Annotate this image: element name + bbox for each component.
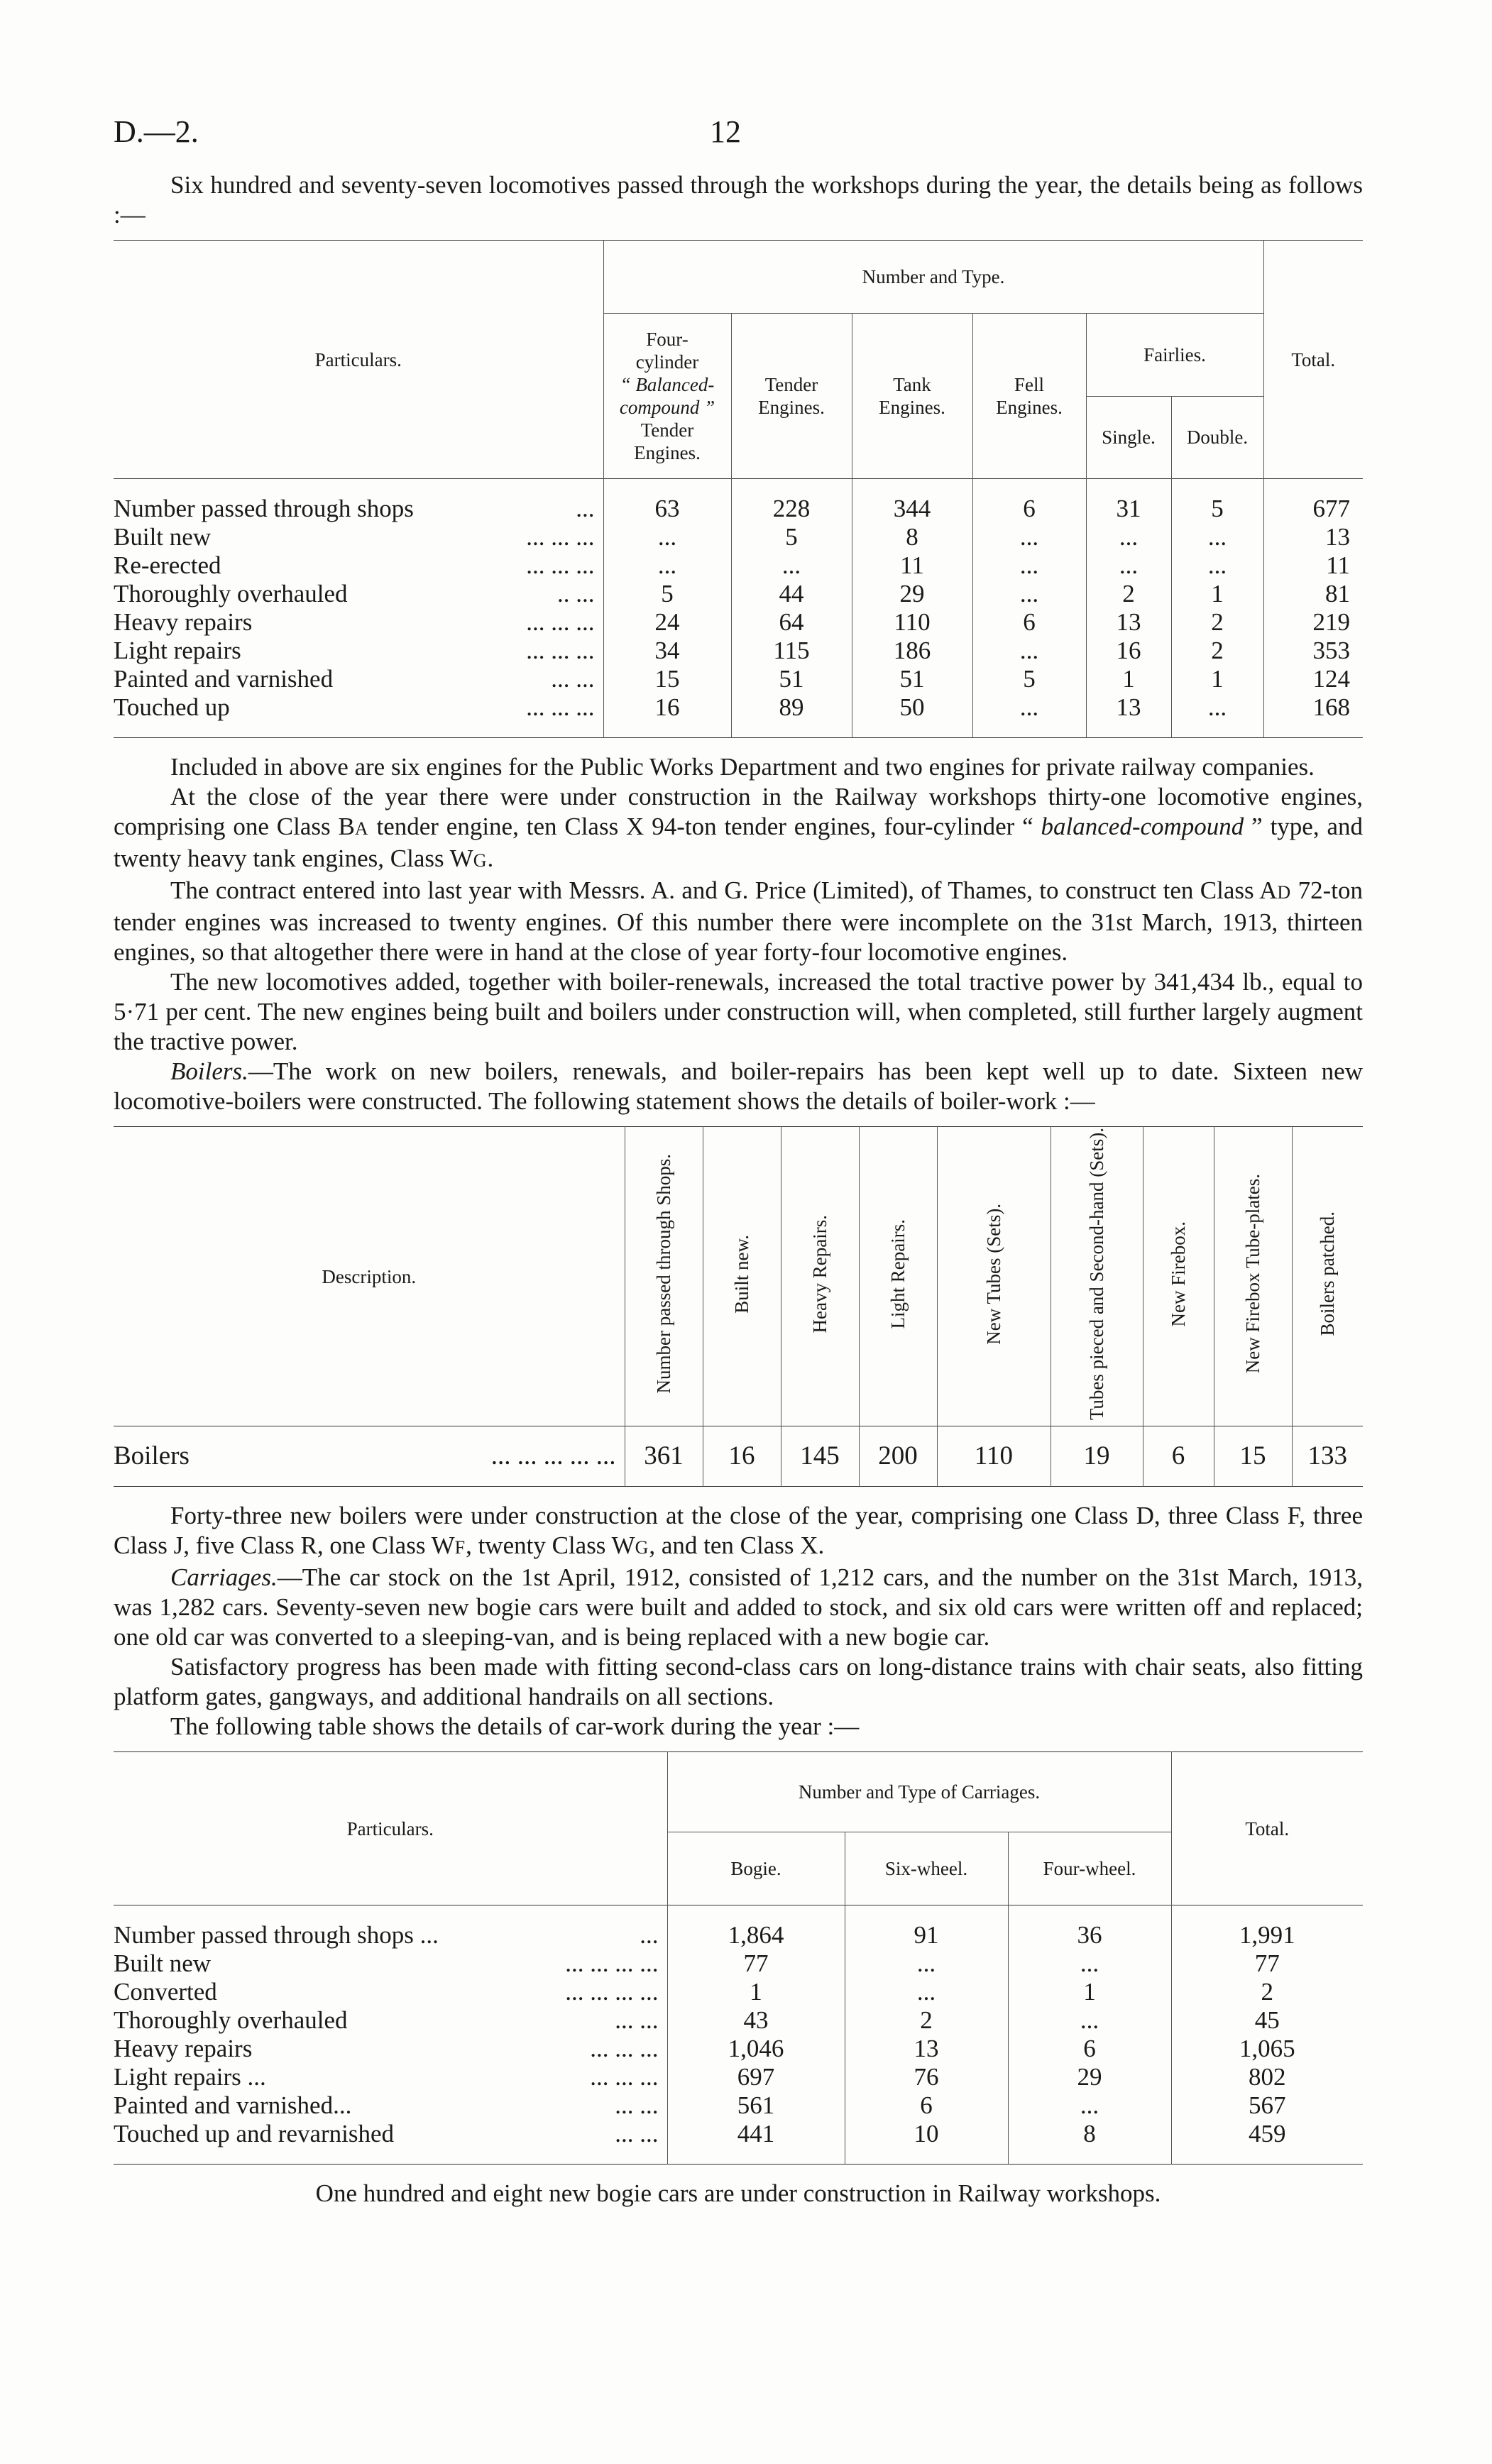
table-cell: 6 xyxy=(1008,2035,1171,2063)
spacer-cell xyxy=(859,1426,937,1443)
table-cell: 15 xyxy=(603,665,731,693)
table-cell: 2 xyxy=(1171,637,1263,665)
locomotive-table xyxy=(114,240,1363,738)
table-row xyxy=(114,580,1363,608)
table-cell: 77 xyxy=(667,1949,845,1978)
table-cell: 5 xyxy=(972,665,1086,693)
four-wheel-header: Four-wheel. xyxy=(1008,1832,1171,1905)
para-boilers-text: —The work on new boilers, renewals, and boiler-repairs has been kept well up to date. Sixteen new locomotive-boilers were constructed. The following statement shows the details of boiler-work :— xyxy=(114,1057,1363,1115)
para-contract xyxy=(114,876,1363,967)
table-cell: 6 xyxy=(1143,1442,1214,1470)
page-number: 12 xyxy=(710,114,741,149)
table-row xyxy=(114,1442,1363,1470)
table-cell: 77 xyxy=(1171,1949,1363,1978)
double-header: Double. xyxy=(1171,396,1263,479)
row-dots: ... ... ... xyxy=(590,2063,659,2091)
table-cell: ... xyxy=(731,551,852,580)
tender-line2: Engines. xyxy=(758,397,825,418)
row-dots: ... ... xyxy=(615,2120,659,2148)
spacer-cell xyxy=(667,2148,845,2165)
table-cell: 63 xyxy=(603,495,731,523)
spacer-cell xyxy=(1263,722,1363,738)
spacer-cell xyxy=(114,1470,468,1487)
spacer-cell xyxy=(625,1470,703,1487)
table-cell: 168 xyxy=(1263,693,1363,722)
table-cell: 8 xyxy=(852,523,972,551)
fourcyl-line6: Engines. xyxy=(634,442,701,463)
row-label: Thoroughly overhauled xyxy=(114,2006,348,2035)
boiler-column-header xyxy=(703,1127,781,1426)
table-cell: 81 xyxy=(1263,580,1363,608)
boiler-column-header-text: Number passed through Shops. xyxy=(653,1154,674,1394)
table-cell: ... xyxy=(1171,551,1263,580)
table-cell: 43 xyxy=(667,2006,845,2035)
row-dots: ... ... xyxy=(615,2091,659,2120)
table-cell: 567 xyxy=(1171,2091,1363,2120)
para-under-construction-d: . xyxy=(487,845,494,872)
table-cell: 6 xyxy=(845,2091,1008,2120)
description-header: Description. xyxy=(322,1265,417,1287)
spacer-cell xyxy=(603,722,731,738)
table-row xyxy=(114,608,1363,637)
tank-line1: Tank xyxy=(893,374,931,395)
table-cell: 361 xyxy=(625,1442,703,1470)
para-carriages-text: —The car stock on the 1st April, 1912, consisted of 1,212 cars, and the number on the 31st March, 1913, was 1,282 cars. Seventy-seven new bogie cars were built and added to stock, and six old cars were written off and replaced; one old car was converted to a sleeping-van, and is being replaced with a new bogie car. xyxy=(114,1563,1363,1651)
row-dots: ... ... ... xyxy=(590,2035,659,2063)
table-cell: 31 xyxy=(1086,495,1171,523)
spacer-cell xyxy=(1008,2148,1171,2165)
para-under-construction-b: tender engine, ten Class X 94-ton tender engines, four-cylinder “ xyxy=(368,813,1041,840)
spacer-cell xyxy=(781,1426,859,1443)
table-cell: 200 xyxy=(859,1442,937,1470)
table-cell: 1 xyxy=(1008,1978,1171,2006)
boiler-column-header-text: Light Repairs. xyxy=(887,1219,909,1329)
para-new-boilers-a: Forty-three new boilers were under construction at the close of the year, comprising one Class D, three Class F, three Class J, five Class R, one Class W xyxy=(114,1502,1363,1560)
row-dots: ... ... xyxy=(615,2006,659,2035)
fairlies-header: Fairlies. xyxy=(1086,314,1263,397)
para-included: Included in above are six engines for the Public Works Department and two engines for private railway companies. xyxy=(170,753,1315,781)
table-cell: 16 xyxy=(703,1442,781,1470)
number-and-type-header: Number and Type. xyxy=(603,241,1263,314)
table-cell: 228 xyxy=(731,495,852,523)
particulars-header: Particulars. xyxy=(314,348,402,370)
fourcyl-line3: “ Balanced- xyxy=(620,374,715,395)
para-following-table: The following table shows the details of car-work during the year :— xyxy=(170,1712,860,1741)
table-cell: 13 xyxy=(845,2035,1008,2063)
row-dots: ... xyxy=(576,495,595,522)
tender-header xyxy=(731,314,852,479)
table-cell: ... xyxy=(972,637,1086,665)
boiler-column-header-text: Tubes pieced and Second-hand (Sets). xyxy=(1086,1128,1107,1421)
carriages-heading: Carriages. xyxy=(170,1563,278,1592)
table-cell: 1 xyxy=(667,1978,845,2006)
spacer-cell xyxy=(1292,1426,1363,1443)
row-label: Built new xyxy=(114,523,212,551)
spacer-cell xyxy=(972,722,1086,738)
spacer-cell xyxy=(114,2148,497,2165)
table-cell: 145 xyxy=(781,1442,859,1470)
tank-header xyxy=(852,314,972,479)
fell-line1: Fell xyxy=(1014,374,1044,395)
table-cell: ... xyxy=(845,1978,1008,2006)
para-under-construction-c: ” type, and twenty heavy tank engines, Class W xyxy=(114,813,1363,872)
spacer-cell xyxy=(852,722,972,738)
table-cell: ... xyxy=(1008,1949,1171,1978)
table-cell: 697 xyxy=(667,2063,845,2091)
page-header xyxy=(114,106,1363,170)
table-cell: 219 xyxy=(1263,608,1363,637)
table-cell: 89 xyxy=(731,693,852,722)
spacer-cell xyxy=(1051,1470,1143,1487)
carriage-group-header: Number and Type of Carriages. xyxy=(667,1752,1171,1832)
table-cell: 1 xyxy=(1086,665,1171,693)
row-dots: ... ... ... xyxy=(526,637,595,664)
boiler-table-body xyxy=(114,1426,1363,1487)
carriage-particulars-header: Particulars. xyxy=(346,1817,434,1839)
boiler-column-header-text: Built new. xyxy=(731,1234,752,1314)
row-label: Number passed through shops xyxy=(114,495,414,522)
row-label: Thoroughly overhauled xyxy=(114,580,348,607)
table-row xyxy=(114,637,1363,665)
para-tractive-power: The new locomotives added, together with boiler-renewals, increased the total tractive power by 341,434 lb., equal to 5·71 per cent. The new engines being built and boilers under construction will, when completed, still further largely augment the tractive power. xyxy=(114,968,1363,1055)
table-cell: 13 xyxy=(1086,693,1171,722)
document-reference: D.—2. xyxy=(114,114,199,149)
para-carriages xyxy=(114,1563,1363,1652)
table-end-row xyxy=(114,1470,1363,1487)
spacer-cell xyxy=(1143,1426,1214,1443)
table-row xyxy=(114,1921,1363,1949)
table-row xyxy=(114,665,1363,693)
spacer-cell xyxy=(1171,2148,1363,2165)
row-dots: ... ... ... ... xyxy=(565,1978,659,2006)
spacer-cell xyxy=(1143,1470,1214,1487)
carriage-table xyxy=(114,1751,1363,2165)
six-wheel-header: Six-wheel. xyxy=(845,1832,1008,1905)
table-cell: 2 xyxy=(1171,608,1263,637)
spacer-cell xyxy=(1214,1470,1292,1487)
table-cell: 76 xyxy=(845,2063,1008,2091)
fourcyl-line2: cylinder xyxy=(635,351,699,373)
fourcyl-line1: Four- xyxy=(646,329,689,350)
boiler-column-header xyxy=(1292,1127,1363,1426)
spacer-cell xyxy=(1171,722,1263,738)
bogie-header: Bogie. xyxy=(667,1832,845,1905)
table-cell: 36 xyxy=(1008,1921,1171,1949)
spacer-cell xyxy=(703,1426,781,1443)
para-under-construction-a: At the close of the year there were under construction in the Railway workshops thirty-one locomotive engines, comprising one Class B xyxy=(114,783,1363,840)
row-dots: ... ... ... ... ... xyxy=(490,1441,616,1471)
table-cell: 24 xyxy=(603,608,731,637)
table-cell: 16 xyxy=(603,693,731,722)
table-cell: 115 xyxy=(731,637,852,665)
table-cell: 29 xyxy=(852,580,972,608)
table-cell: 8 xyxy=(1008,2120,1171,2148)
spacer-cell xyxy=(114,722,447,738)
row-label: Converted xyxy=(114,1978,217,2006)
para-progress: Satisfactory progress has been made with fitting second-class cars on long-distance trains with chair seats, also fitting platform gates, gangways, and additional handrails on all sections. xyxy=(114,1653,1363,1711)
carriage-total-header: Total. xyxy=(1171,1752,1363,1905)
table-cell: 2 xyxy=(1171,1978,1363,2006)
boiler-column-header xyxy=(937,1127,1051,1426)
boilers-heading: Boilers. xyxy=(170,1057,248,1085)
table-cell: 13 xyxy=(1263,523,1363,551)
boiler-column-header-text: New Tubes (Sets). xyxy=(983,1203,1004,1345)
spacer-cell xyxy=(1086,722,1171,738)
boiler-column-header xyxy=(1143,1127,1214,1426)
table-row xyxy=(114,2120,1363,2148)
table-row xyxy=(114,2035,1363,2063)
table-cell: 6 xyxy=(972,495,1086,523)
boiler-column-header-text: New Firebox Tube-plates. xyxy=(1242,1174,1263,1374)
row-dots: .. ... xyxy=(557,580,595,607)
row-label: Painted and varnished xyxy=(114,665,334,693)
table-cell: 802 xyxy=(1171,2063,1363,2091)
para-new-boilers xyxy=(114,1501,1363,1563)
fourcyl-line5: Tender xyxy=(640,419,694,441)
table-cell: ... xyxy=(603,523,731,551)
table-cell: 64 xyxy=(731,608,852,637)
table-cell: 16 xyxy=(1086,637,1171,665)
table-cell: ... xyxy=(1171,693,1263,722)
table-cell: ... xyxy=(603,551,731,580)
table-cell: ... xyxy=(972,580,1086,608)
row-label: Built new xyxy=(114,1949,212,1978)
class-ba-suffix: A xyxy=(354,818,369,839)
class-wf-suffix: F xyxy=(454,1537,466,1558)
spacer-cell xyxy=(447,722,603,738)
table-cell: 2 xyxy=(1086,580,1171,608)
table-row xyxy=(114,1978,1363,2006)
row-dots: ... xyxy=(640,1921,659,1949)
row-dots: ... ... ... xyxy=(526,693,595,721)
boiler-table xyxy=(114,1126,1363,1487)
spacer-cell xyxy=(1292,1470,1363,1487)
locomotive-table-body xyxy=(114,479,1363,738)
table-cell: ... xyxy=(972,693,1086,722)
document-page xyxy=(114,106,1363,2209)
table-cell: 44 xyxy=(731,580,852,608)
spacer-cell xyxy=(625,1426,703,1443)
row-label: Touched up xyxy=(114,693,230,721)
table-cell: 441 xyxy=(667,2120,845,2148)
fourcyl-line4: compound ” xyxy=(619,397,715,418)
row-label: Light repairs ... xyxy=(114,2063,266,2091)
table-cell: 110 xyxy=(937,1442,1051,1470)
table-cell: 1,991 xyxy=(1171,1921,1363,1949)
row-label: Heavy repairs xyxy=(114,2035,253,2063)
closing-sentence: One hundred and eight new bogie cars are under construction in Railway workshops. xyxy=(315,2179,1161,2208)
balanced-compound-italic: balanced-compound xyxy=(1041,813,1244,840)
table-cell: 353 xyxy=(1263,637,1363,665)
spacer-cell xyxy=(937,1470,1051,1487)
spacer-cell xyxy=(937,1426,1051,1443)
table-cell: ... xyxy=(1008,2091,1171,2120)
table-row xyxy=(114,551,1363,580)
boiler-column-header xyxy=(781,1127,859,1426)
para-under-construction xyxy=(114,782,1363,876)
table-cell: 133 xyxy=(1292,1442,1363,1470)
boiler-column-header-text: Heavy Repairs. xyxy=(809,1214,830,1333)
spacer-cell xyxy=(703,1470,781,1487)
table-cell: 1,864 xyxy=(667,1921,845,1949)
table-cell: 6 xyxy=(972,608,1086,637)
row-label: Boilers xyxy=(114,1441,190,1471)
row-label: Painted and varnished... xyxy=(114,2091,352,2120)
row-label: Heavy repairs xyxy=(114,608,253,636)
row-label: Re-erected xyxy=(114,551,221,579)
table-row xyxy=(114,2006,1363,2035)
row-dots: ... ... xyxy=(551,665,595,693)
boiler-column-header-text: New Firebox. xyxy=(1168,1221,1189,1327)
table-cell: 2 xyxy=(845,2006,1008,2035)
spacer-cell xyxy=(731,722,852,738)
table-row xyxy=(114,495,1363,523)
class-ad-suffix: D xyxy=(1277,882,1292,903)
table-cell: ... xyxy=(972,551,1086,580)
table-cell: ... xyxy=(1086,551,1171,580)
table-row xyxy=(114,2091,1363,2120)
row-dots: ... ... ... xyxy=(526,551,595,579)
table-cell: 19 xyxy=(1051,1442,1143,1470)
table-cell: ... xyxy=(845,1949,1008,1978)
table-end-row xyxy=(114,2148,1363,2165)
table-row xyxy=(114,693,1363,722)
para-new-boilers-b: , twenty Class W xyxy=(466,1531,635,1560)
table-cell: 45 xyxy=(1171,2006,1363,2035)
spacer-cell xyxy=(1214,1426,1292,1443)
fell-line2: Engines. xyxy=(996,397,1063,418)
boiler-column-header xyxy=(625,1127,703,1426)
table-cell: 110 xyxy=(852,608,972,637)
spacer-cell xyxy=(781,1470,859,1487)
total-header: Total. xyxy=(1263,241,1363,479)
table-cell: 5 xyxy=(603,580,731,608)
table-row xyxy=(114,2063,1363,2091)
table-cell: 34 xyxy=(603,637,731,665)
table-cell: 5 xyxy=(1171,495,1263,523)
table-cell: 1 xyxy=(1171,580,1263,608)
table-cell: ... xyxy=(972,523,1086,551)
para-new-boilers-c: , and ten Class X. xyxy=(649,1531,825,1560)
spacer-cell xyxy=(1051,1426,1143,1443)
row-dots: ... ... ... xyxy=(526,608,595,636)
table-cell: 186 xyxy=(852,637,972,665)
table-cell: 1 xyxy=(1171,665,1263,693)
row-label: Touched up and revarnished xyxy=(114,2120,395,2148)
spacer-cell xyxy=(859,1470,937,1487)
fell-header xyxy=(972,314,1086,479)
single-header: Single. xyxy=(1086,396,1171,479)
table-cell: 50 xyxy=(852,693,972,722)
table-cell: 1,046 xyxy=(667,2035,845,2063)
table-cell: 561 xyxy=(667,2091,845,2120)
intro-locomotives: Six hundred and seventy-seven locomotives passed through the workshops during the year, the details being as follows :— xyxy=(114,171,1363,229)
table-cell: 13 xyxy=(1086,608,1171,637)
boiler-column-header xyxy=(1051,1127,1143,1426)
table-cell: ... xyxy=(1008,2006,1171,2035)
tender-line1: Tender xyxy=(764,374,818,395)
boiler-column-header xyxy=(1214,1127,1292,1426)
table-end-row xyxy=(114,722,1363,738)
table-row xyxy=(114,523,1363,551)
table-cell: 29 xyxy=(1008,2063,1171,2091)
table-cell: 1,065 xyxy=(1171,2035,1363,2063)
tank-line2: Engines. xyxy=(879,397,945,418)
boiler-column-header xyxy=(859,1127,937,1426)
row-label: Number passed through shops ... xyxy=(114,1921,439,1949)
table-cell: 91 xyxy=(845,1921,1008,1949)
spacer-cell xyxy=(468,1470,625,1487)
fourcyl-header xyxy=(603,314,731,479)
class-wg-suffix-2: G xyxy=(635,1537,649,1558)
row-label: Light repairs xyxy=(114,637,241,664)
boiler-column-header-text: Boilers patched. xyxy=(1317,1211,1339,1336)
table-cell: 51 xyxy=(852,665,972,693)
table-cell: 11 xyxy=(852,551,972,580)
table-cell: 124 xyxy=(1263,665,1363,693)
row-dots: ... ... ... xyxy=(526,523,595,551)
table-cell: 5 xyxy=(731,523,852,551)
spacer-cell xyxy=(845,2148,1008,2165)
table-cell: 459 xyxy=(1171,2120,1363,2148)
carriage-table-body xyxy=(114,1905,1363,2165)
para-contract-b: 72-ton tender engines was increased to twenty engines. Of this number there were incomplete on the 31st March, 1913, thirteen engines, so that altogether there were in hand at the close of year forty-four locomotive engines. xyxy=(114,876,1363,966)
row-dots: ... ... ... ... xyxy=(565,1949,659,1978)
table-row xyxy=(114,1949,1363,1978)
table-cell: 10 xyxy=(845,2120,1008,2148)
para-boilers xyxy=(114,1057,1363,1116)
table-cell: 11 xyxy=(1263,551,1363,580)
spacer-cell xyxy=(497,2148,667,2165)
table-cell: 15 xyxy=(1214,1442,1292,1470)
class-wg-suffix: G xyxy=(473,850,488,871)
table-cell: 51 xyxy=(731,665,852,693)
table-cell: ... xyxy=(1086,523,1171,551)
para-contract-a: The contract entered into last year with Messrs. A. and G. Price (Limited), of Thames, to construct ten Class A xyxy=(170,876,1278,904)
table-cell: 344 xyxy=(852,495,972,523)
table-cell: 677 xyxy=(1263,495,1363,523)
table-cell: ... xyxy=(1171,523,1263,551)
